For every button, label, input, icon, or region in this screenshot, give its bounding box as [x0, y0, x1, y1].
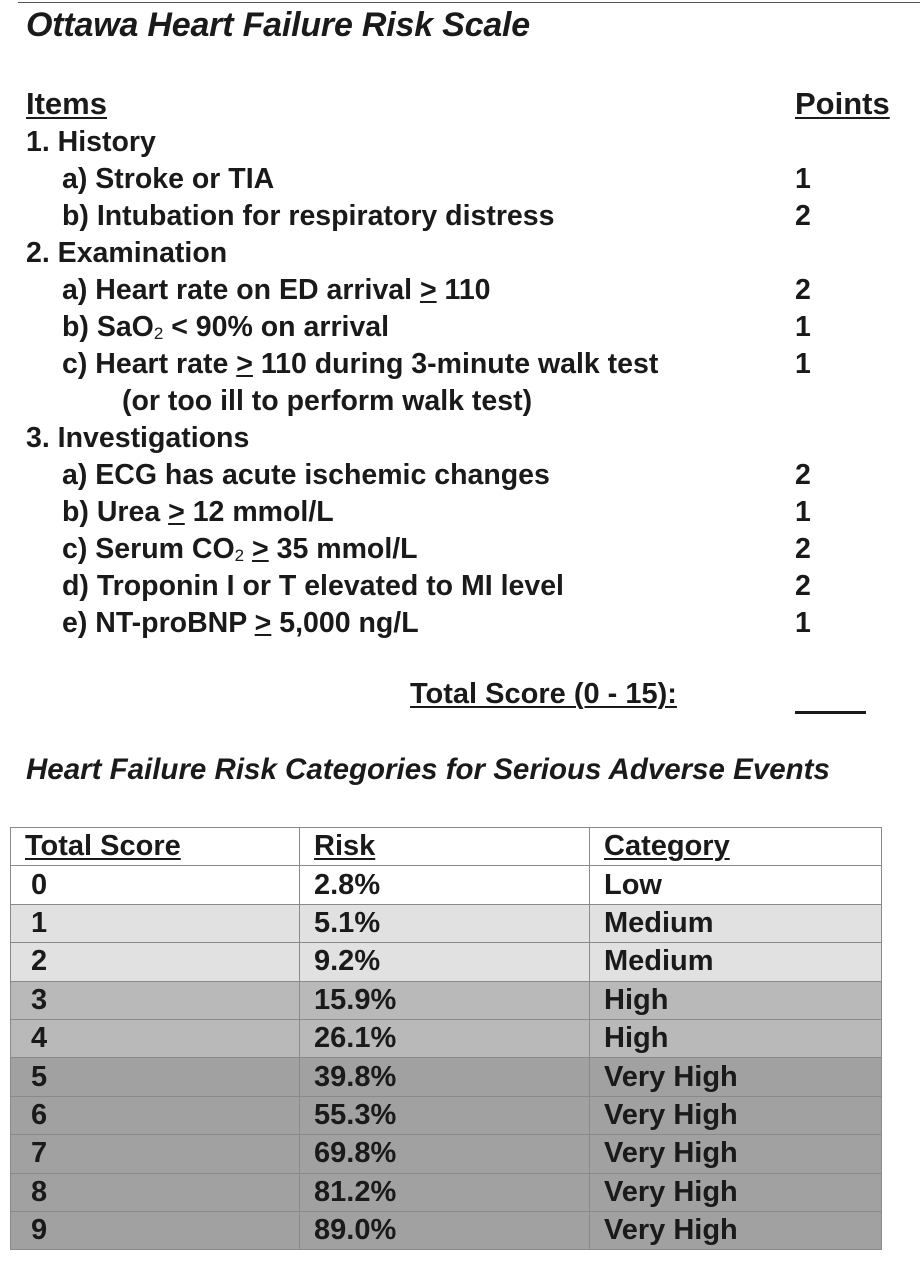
category-cell: [590, 1058, 882, 1096]
header-risk: [300, 828, 590, 866]
score-cell: [11, 1096, 300, 1134]
item-label: [62, 346, 658, 383]
category-cell: [590, 1019, 882, 1057]
item-text-part: c) Heart rate: [62, 348, 237, 380]
item-text-part: d) Troponin I or T elevated to MI level: [62, 570, 564, 602]
item-text-part: 3. Investigations: [26, 422, 250, 454]
risk-cell: [300, 981, 590, 1019]
category-cell: [590, 1211, 882, 1249]
table-row: [11, 1173, 882, 1211]
header-category-text: Category: [604, 830, 730, 863]
item-label: [62, 457, 550, 494]
score-cell: [11, 981, 300, 1019]
item-text-part: 110: [436, 274, 491, 306]
risk-cell: [300, 1135, 590, 1173]
item-points: 2: [795, 459, 811, 491]
score-cell-text: 9: [31, 1214, 48, 1247]
risk-table-body: [11, 866, 882, 1250]
category-cell-text: High: [604, 983, 669, 1016]
risk-cell-text: 9.2%: [314, 945, 381, 978]
item-row: [0, 346, 920, 383]
score-cell-text: 3: [31, 983, 48, 1016]
table-row: [11, 866, 882, 904]
header-total-score-text: Total Score: [25, 830, 181, 863]
item-label: [62, 272, 491, 309]
item-text-part: 1. History: [26, 126, 156, 158]
item-points: 1: [795, 311, 811, 343]
risk-cell-text: 39.8%: [314, 1060, 397, 1093]
category-cell: [590, 866, 882, 904]
item-row: [0, 383, 920, 420]
risk-cell-text: 15.9%: [314, 983, 397, 1016]
points-header: Points: [795, 86, 890, 121]
greater-equal-sign: >: [236, 348, 253, 380]
item-text-part: 5,000 ng/L: [271, 607, 419, 639]
score-cell-text: 5: [31, 1060, 48, 1093]
total-score-label: Total Score (0 - 15):: [410, 678, 677, 710]
score-cell: [11, 1173, 300, 1211]
table-row: [11, 1135, 882, 1173]
header-risk-text: Risk: [314, 830, 376, 863]
section-heading: [26, 235, 227, 272]
category-cell-text: Medium: [604, 945, 714, 978]
item-points: 1: [795, 496, 811, 528]
risk-cell: [300, 1096, 590, 1134]
risk-cell: [300, 1058, 590, 1096]
item-label: [62, 161, 274, 198]
total-score-blank: [795, 711, 866, 714]
table-row: [11, 1096, 882, 1134]
item-label: [62, 605, 419, 642]
subscript: 2: [234, 546, 245, 565]
risk-cell-text: 5.1%: [314, 906, 381, 939]
item-row: [0, 309, 920, 346]
items-list: [0, 124, 920, 642]
item-label: [62, 531, 418, 568]
item-points: 1: [795, 163, 811, 195]
score-cell: [11, 1058, 300, 1096]
category-cell-text: Low: [604, 868, 662, 901]
item-label: [122, 383, 532, 420]
category-cell-text: Medium: [604, 906, 714, 939]
risk-cell: [300, 1019, 590, 1057]
top-divider: [18, 2, 920, 3]
item-text-part: b) Urea: [62, 496, 169, 528]
item-text-part: 2. Examination: [26, 237, 228, 269]
item-row: [0, 235, 920, 272]
greater-equal-sign: >: [168, 496, 185, 528]
category-cell-text: High: [604, 1022, 669, 1055]
table-row: [11, 904, 882, 942]
item-row: [0, 494, 920, 531]
table-row: [11, 1211, 882, 1249]
risk-cell-text: 81.2%: [314, 1175, 397, 1208]
score-cell-text: 0: [31, 868, 48, 901]
item-label: [62, 309, 389, 346]
page-title: Ottawa Heart Failure Risk Scale: [26, 6, 531, 44]
section-heading: [26, 124, 156, 161]
risk-cell-text: 89.0%: [314, 1214, 397, 1247]
score-cell-text: 7: [31, 1137, 48, 1170]
category-cell-text: Very High: [604, 1137, 738, 1170]
category-cell: [590, 1173, 882, 1211]
category-cell-text: Very High: [604, 1175, 738, 1208]
item-points: 2: [795, 570, 811, 602]
score-cell-text: 4: [31, 1022, 48, 1055]
item-text-part: b) Intubation for respiratory distress: [62, 200, 555, 232]
score-cell: [11, 1135, 300, 1173]
item-label: [62, 568, 564, 605]
category-cell-text: Very High: [604, 1214, 738, 1247]
risk-cell: [300, 904, 590, 942]
greater-equal-sign: >: [252, 533, 269, 565]
item-row: [0, 568, 920, 605]
item-text-part: a) Stroke or TIA: [62, 163, 275, 195]
item-row: [0, 124, 920, 161]
table-row: [11, 1019, 882, 1057]
item-row: [0, 420, 920, 457]
item-row: [0, 531, 920, 568]
risk-cell-text: 55.3%: [314, 1098, 397, 1131]
item-points: 1: [795, 607, 811, 639]
greater-equal-sign: >: [254, 607, 272, 639]
risk-cell: [300, 1173, 590, 1211]
category-cell: [590, 981, 882, 1019]
category-cell: [590, 943, 882, 981]
table-row: [11, 1058, 882, 1096]
item-text-part: b) SaO: [62, 311, 154, 343]
score-cell-text: 1: [31, 906, 48, 939]
category-cell: [590, 904, 882, 942]
subscript: 2: [153, 324, 164, 343]
item-row: [0, 161, 920, 198]
header-total-score: [11, 828, 300, 866]
item-row: [0, 198, 920, 235]
category-cell-text: Very High: [604, 1098, 738, 1131]
item-points: 2: [795, 200, 811, 232]
item-text-part: e) NT-proBNP: [62, 607, 255, 639]
item-label: [62, 198, 555, 235]
category-cell: [590, 1096, 882, 1134]
items-header: Items: [26, 86, 107, 121]
item-text-part: 110 during 3-minute walk test: [252, 348, 659, 380]
risk-cell-text: 69.8%: [314, 1137, 397, 1170]
item-text-part: 12 mmol/L: [184, 496, 334, 528]
score-cell: [11, 1211, 300, 1249]
risk-table-header-row: [11, 828, 882, 866]
item-text-part: a) Heart rate on ED arrival: [62, 274, 420, 306]
item-label: [62, 494, 334, 531]
score-cell-text: 2: [31, 945, 48, 978]
risk-cell-text: 2.8%: [314, 868, 381, 901]
category-cell-text: Very High: [604, 1060, 738, 1093]
item-text-part: [244, 533, 252, 565]
item-row: [0, 605, 920, 642]
item-text-part: < 90% on arrival: [163, 311, 390, 343]
risk-table: [10, 827, 882, 1250]
score-cell-text: 6: [31, 1098, 48, 1131]
risk-cell: [300, 1211, 590, 1249]
greater-equal-sign: >: [419, 274, 437, 306]
score-cell: [11, 904, 300, 942]
item-points: 2: [795, 533, 811, 565]
risk-cell: [300, 943, 590, 981]
category-cell: [590, 1135, 882, 1173]
item-text-part: (or too ill to perform walk test): [122, 385, 533, 417]
score-cell: [11, 866, 300, 904]
header-category: [590, 828, 882, 866]
section-heading: [26, 420, 249, 457]
score-cell: [11, 1019, 300, 1057]
item-points: 1: [795, 348, 811, 380]
item-points: 2: [795, 274, 811, 306]
risk-categories-title: Heart Failure Risk Categories for Serious Adverse Events: [26, 753, 830, 786]
risk-cell: [300, 866, 590, 904]
table-row: [11, 943, 882, 981]
score-cell-text: 8: [31, 1175, 48, 1208]
table-row: [11, 981, 882, 1019]
risk-cell-text: 26.1%: [314, 1022, 397, 1055]
item-row: [0, 457, 920, 494]
score-cell: [11, 943, 300, 981]
item-row: [0, 272, 920, 309]
item-text-part: a) ECG has acute ischemic changes: [62, 459, 550, 491]
item-text-part: 35 mmol/L: [268, 533, 418, 565]
item-text-part: c) Serum CO: [62, 533, 235, 565]
